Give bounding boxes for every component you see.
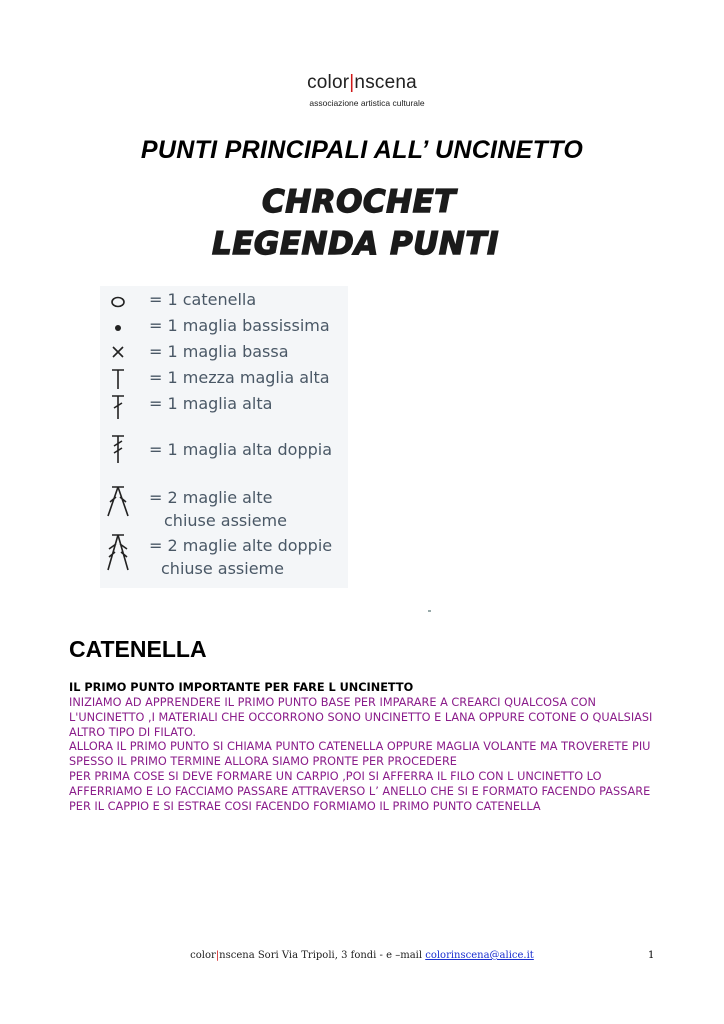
half-double-crochet-icon <box>104 368 132 390</box>
page-title: PUNTI PRINCIPALI ALL’ UNCINETTO <box>140 136 584 164</box>
footer-address: Sori Via Tripoli, 3 fondi - e –mail <box>254 950 426 961</box>
stitch-legend <box>100 286 348 588</box>
body-line: ALTRO TIPO DI FILATO. <box>69 725 197 739</box>
footer-brand-left: color <box>190 950 216 961</box>
legend-item-text: = 2 maglie alte doppie <box>149 536 333 555</box>
footer-email-link[interactable]: colorinscena@alice.it <box>425 950 534 961</box>
brand-name-right: nscena <box>354 72 417 93</box>
intro-heading: IL PRIMO PUNTO IMPORTANTE PER FARE L UNCINETTO <box>69 681 414 694</box>
footer-brand-right: nscena <box>219 950 255 961</box>
body-line: ALLORA IL PRIMO PUNTO SI CHIAMA PUNTO CATENELLA OPPURE MAGLIA VOLANTE MA TROVERETE PIU <box>69 740 651 754</box>
legend-item-text: = 1 catenella <box>149 290 257 309</box>
brand-name-left: color <box>307 72 350 93</box>
slip-stitch-icon <box>104 324 132 332</box>
body-line: L'UNCINETTO ,I MATERIALI CHE OCCORRONO SONO UNCINETTO E LANA OPPURE COTONE O QUALSIASI <box>69 710 653 724</box>
body-line: AFFERRIAMO E LO FACCIAMO PASSARE ATTRAVERSO L’ ANELLO CHE SI E FORMATO FACENDO PASSARE <box>69 784 651 798</box>
body-line: PER IL CAPPIO E SI ESTRAE COSI FACENDO FORMIAMO IL PRIMO PUNTO CATENELLA <box>69 799 541 813</box>
body-line: PER PRIMA COSE SI DEVE FORMARE UN CARPIO ,POI SI AFFERRA IL FILO CON L UNCINETTO LO <box>69 769 602 783</box>
treble-crochet-icon <box>104 434 132 464</box>
page-number: 1 <box>648 950 655 961</box>
dc2tog-icon <box>104 484 132 518</box>
body-line: INIZIAMO AD APPRENDERE IL PRIMO PUNTO BASE PER IMPARARE A CREARCI QUALCOSA CON <box>69 696 596 709</box>
page-footer <box>0 950 724 961</box>
brand-name-bar: | <box>349 72 355 93</box>
legend-item-text-2: chiuse assieme <box>161 559 284 578</box>
legend-item-text-2: chiuse assieme <box>164 511 287 530</box>
single-crochet-icon <box>104 345 132 359</box>
legend-item-text: = 1 maglia alta <box>149 394 273 413</box>
chain-icon <box>104 296 132 308</box>
tr2tog-icon <box>104 532 132 572</box>
banner-line-1: CHROCHET <box>262 184 456 220</box>
banner-line-2: LEGENDA PUNTI <box>212 226 500 262</box>
legend-item-text: = 1 maglia alta doppia <box>149 440 333 459</box>
legend-item-text: = 2 maglie alte <box>149 488 273 507</box>
header-logo <box>0 72 724 108</box>
body-line: SPESSO IL PRIMO TERMINE ALLORA SIAMO PRONTE PER PROCEDERE <box>69 755 457 769</box>
footer-brand-bar: | <box>215 950 220 961</box>
legend-item-text: = 1 mezza maglia alta <box>149 368 330 387</box>
brand-tagline: associazione artistica culturale <box>309 98 425 108</box>
double-crochet-icon <box>104 394 132 420</box>
section-title: CATENELLA <box>69 636 207 662</box>
brand-name <box>0 72 724 94</box>
image-speck <box>428 610 431 612</box>
legend-item-text: = 1 maglia bassissima <box>149 316 330 335</box>
body-text <box>69 696 669 814</box>
legend-item-text: = 1 maglia bassa <box>149 342 289 361</box>
